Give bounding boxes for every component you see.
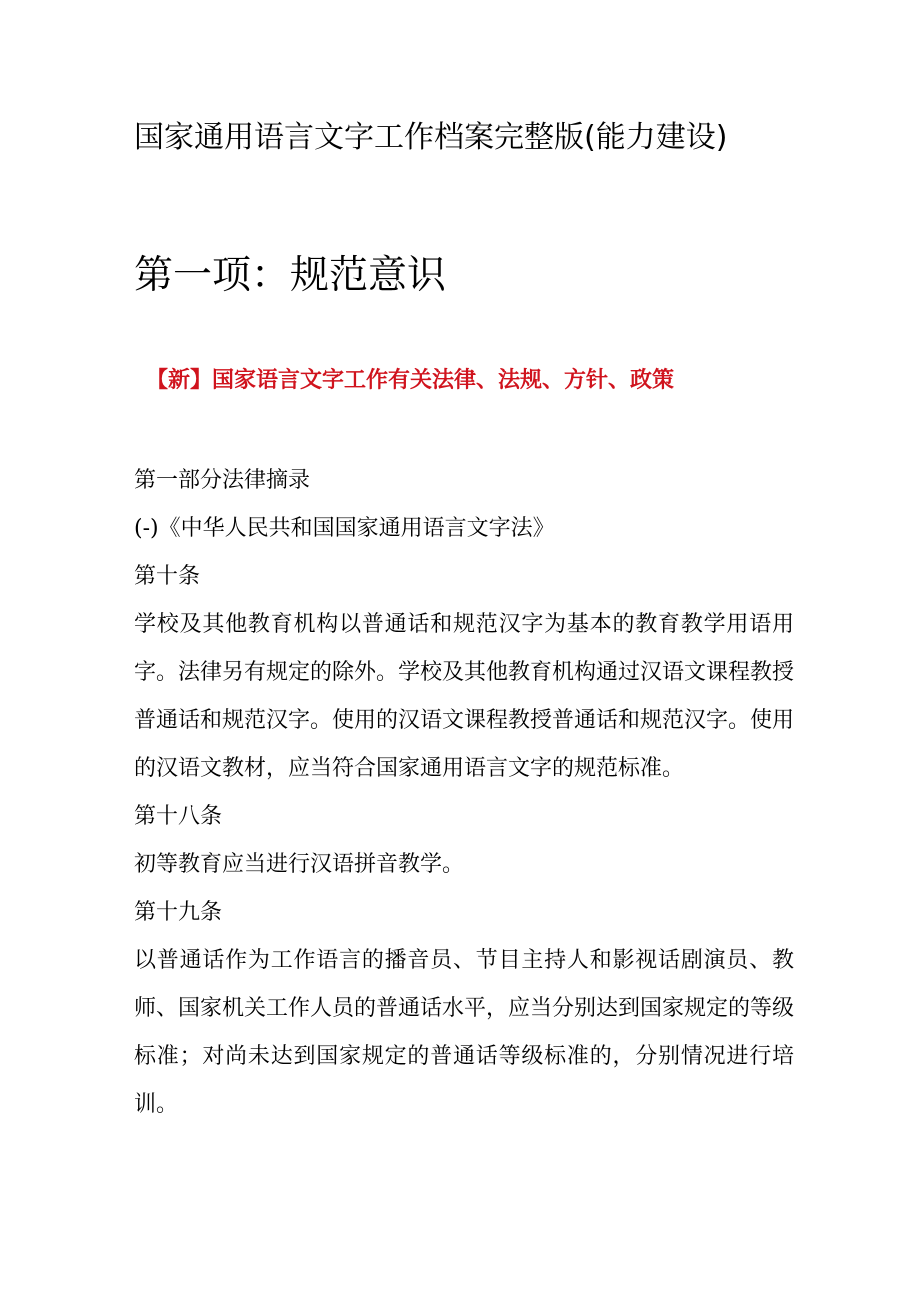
article-heading: 第十条	[134, 564, 201, 589]
section-heading: 第一项：规范意识	[134, 253, 447, 298]
article-heading: 第十九条	[134, 900, 223, 925]
law-title: (-)《中华人民共和国国家通用语言文字法》	[134, 516, 555, 541]
part-heading: 第一部分法律摘录	[134, 468, 311, 493]
article-text: 学校及其他教育机构以普通话和规范汉字为基本的教育教学用语用字。法律另有规定的除外。学校及其他教育机构通过汉语文课程教授普通话和规范汉字。使用的汉语文课程教授普通话和规范汉字。使用的汉语文教材，应当符合国家通用语言文字的规范标准。	[134, 612, 795, 781]
document-title: 国家通用语言文字工作档案完整版(能力建设)	[134, 120, 728, 155]
article-text: 以普通话作为工作语言的播音员、节目主持人和影视话剧演员、教师、国家机关工作人员的普通话水平，应当分别达到国家规定的等级标准；对尚未达到国家规定的普通话等级标准的，分别情况进行培训。	[134, 948, 795, 1117]
article-heading: 第十八条	[134, 804, 223, 829]
policy-heading: 【新】国家语言文字工作有关法律、法规、方针、政策	[146, 368, 675, 393]
document-body	[134, 457, 794, 1129]
article-text: 初等教育应当进行汉语拼音教学。	[134, 852, 465, 877]
